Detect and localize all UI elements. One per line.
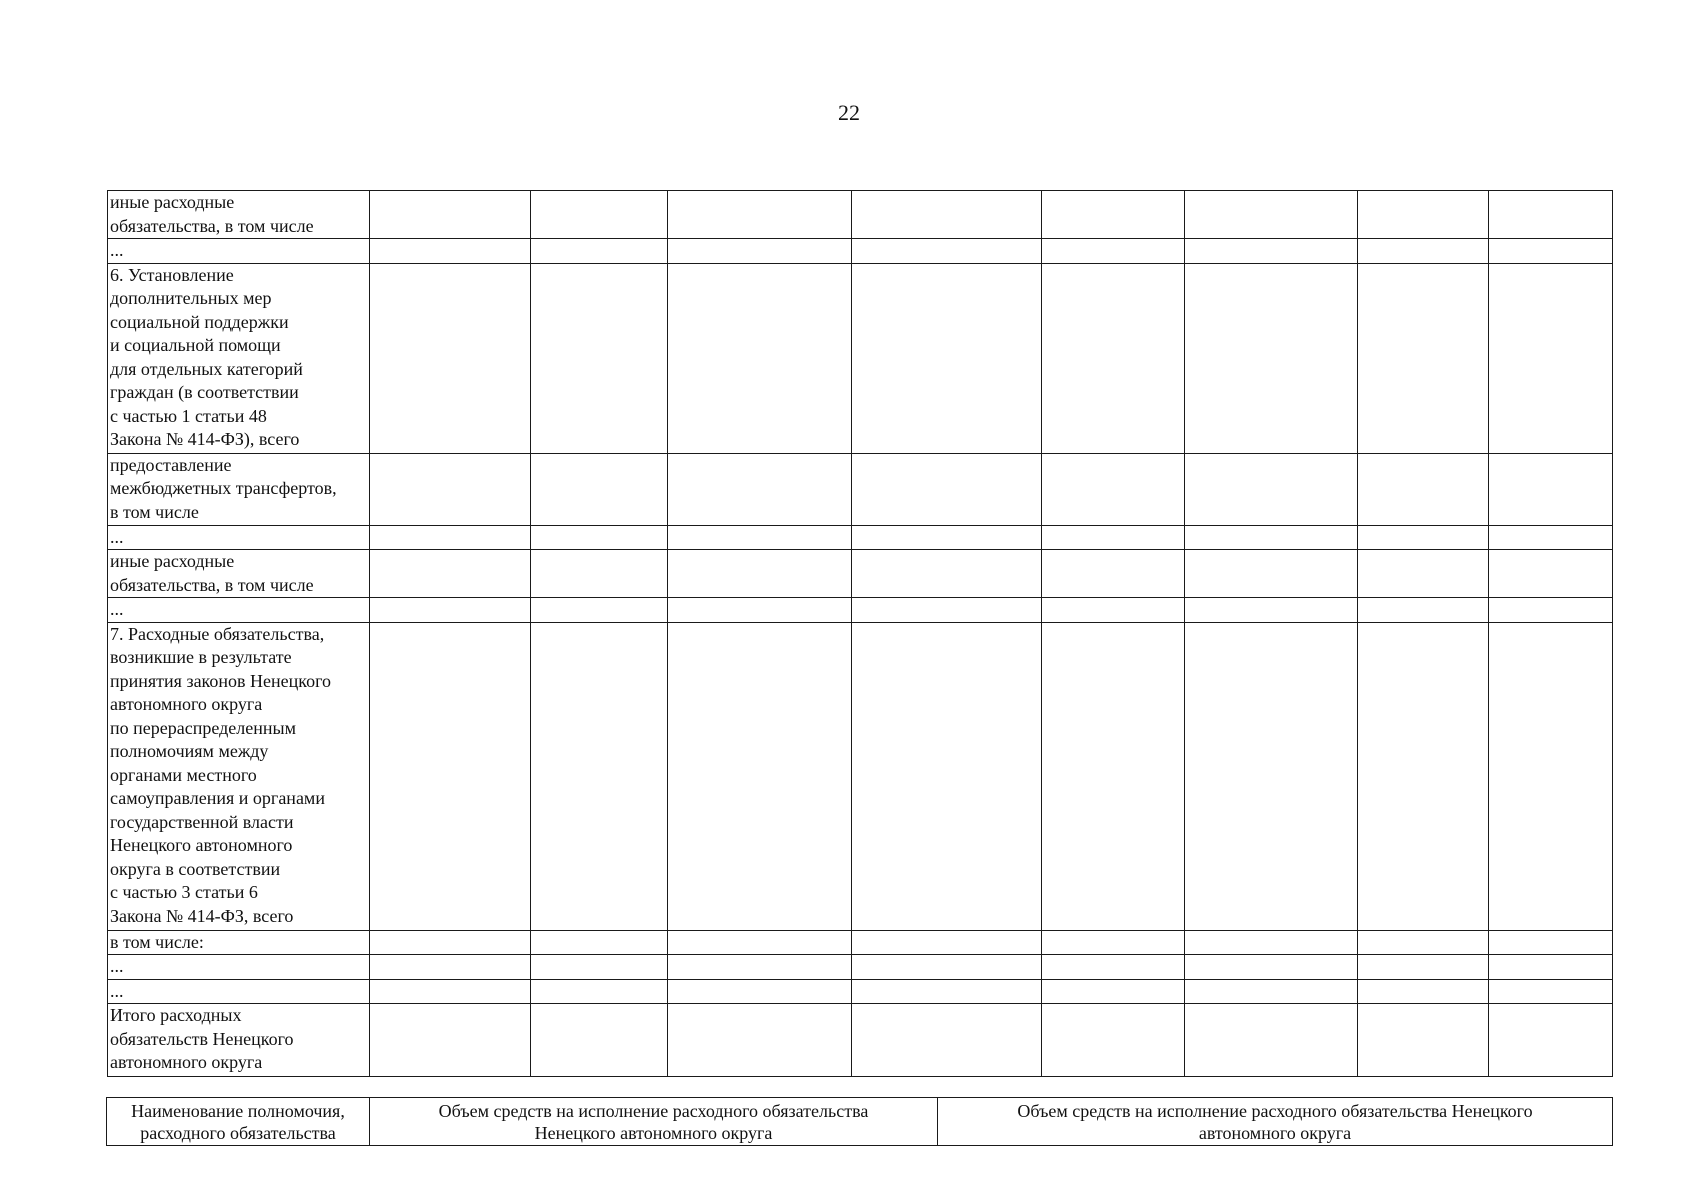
header-volume-funds-1: Объем средств на исполнение расходного обязательства Ненецкого автономного округа [370, 1098, 938, 1146]
table-row [108, 930, 1613, 955]
row-label: иные расходные обязательства, в том числе [108, 550, 370, 598]
table-row [108, 550, 1613, 598]
budget-obligations-table [107, 190, 1613, 1077]
column-header-table [106, 1097, 1613, 1146]
row-label: ... [108, 598, 370, 623]
table-row [108, 979, 1613, 1004]
row-label: Итого расходных обязательств Ненецкого автономного округа [108, 1004, 370, 1077]
row-label: 7. Расходные обязательства, возникшие в результате принятия законов Ненецкого автономного округа по перераспределенным полномочиям между органами местного самоуправления и органами государственной власти Ненецкого автономного округа в соответствии с частью 3 статьи 6 Закона № 414-ФЗ, всего [108, 622, 370, 930]
row-label: ... [108, 239, 370, 264]
row-label: ... [108, 979, 370, 1004]
table-row [108, 955, 1613, 980]
page-number: 22 [838, 100, 860, 125]
table-row [108, 598, 1613, 623]
header-authority-name: Наименование полномочия, расходного обязательства [107, 1098, 370, 1146]
table-row [108, 1004, 1613, 1077]
table-row [108, 453, 1613, 525]
table-row [107, 1098, 1613, 1146]
table-row [108, 191, 1613, 239]
table-row [108, 263, 1613, 453]
table-row [108, 239, 1613, 264]
row-label: ... [108, 955, 370, 980]
row-label: 6. Установление дополнительных мер социальной поддержки и социальной помощи для отдельных категорий граждан (в соответствии с частью 1 статьи 48 Закона № 414-ФЗ), всего [108, 263, 370, 453]
table-row [108, 622, 1613, 930]
row-label: в том числе: [108, 930, 370, 955]
row-label: предоставление межбюджетных трансфертов, в том числе [108, 453, 370, 525]
row-label: иные расходные обязательства, в том числе [108, 191, 370, 239]
header-volume-funds-2: Объем средств на исполнение расходного обязательства Ненецкого автономного округа [938, 1098, 1613, 1146]
row-label: ... [108, 525, 370, 550]
table-row [108, 525, 1613, 550]
